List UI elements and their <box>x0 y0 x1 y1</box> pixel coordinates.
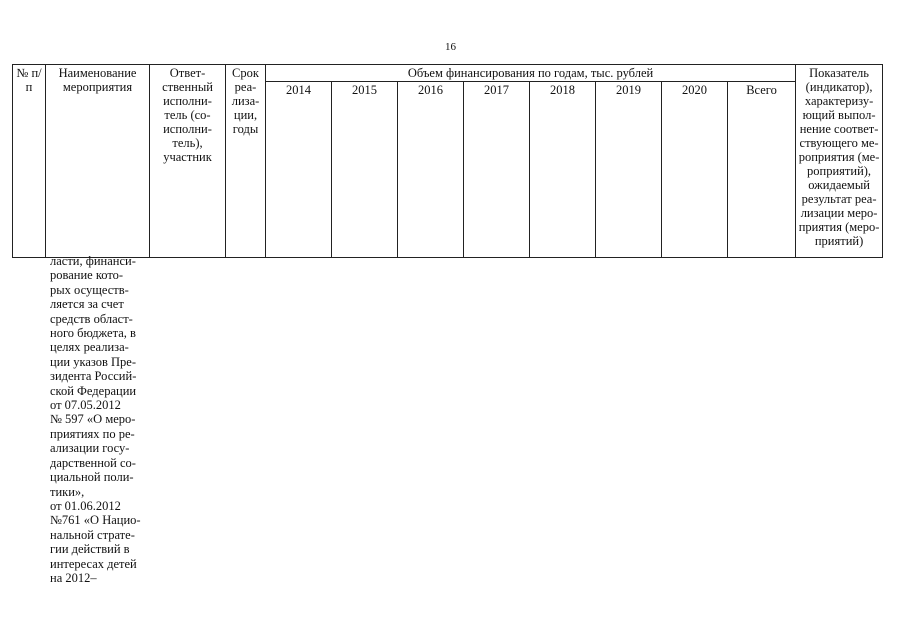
header-term: Срок реа- лиза- ции, годы <box>226 65 266 258</box>
header-responsible: Ответ- ственный исполни- тель (со- исполни- тель), участник <box>150 65 226 258</box>
funding-table <box>12 64 883 258</box>
page-number: 16 <box>445 41 456 53</box>
header-year-2014: 2014 <box>266 82 332 258</box>
header-funding: Объем финансирования по годам, тыс. рублей <box>266 65 796 82</box>
header-year-2019: 2019 <box>596 82 662 258</box>
header-year-2020: 2020 <box>662 82 728 258</box>
header-year-2017: 2017 <box>464 82 530 258</box>
continuation-text: ласти, финанси- рование кото- рых осуществ- ляется за счет средств област- ного бюджета, в целях реализа- ции указов Пре- зидента Россий- ской Федерации от 07.05.2012 № 597 «О меро- приятиях по ре- ализации госу- дарственной со- циальной поли- тики», от 01.06.2012 №761 «О Нацио- нальной страте- гии действий в интересах детей на 2012– <box>50 254 141 585</box>
header-num: № п/п <box>13 65 46 258</box>
header-total: Всего <box>728 82 796 258</box>
header-year-2018: 2018 <box>530 82 596 258</box>
header-year-2016: 2016 <box>398 82 464 258</box>
header-indicator: Показатель (индикатор), характеризу- ющий выпол- нение соответ- ствующего ме- роприятия (ме- роприятий), ожидаемый результат реа- лизации меро- приятия (меро- приятий) <box>796 65 883 258</box>
header-name: Наименование мероприятия <box>46 65 150 258</box>
header-year-2015: 2015 <box>332 82 398 258</box>
